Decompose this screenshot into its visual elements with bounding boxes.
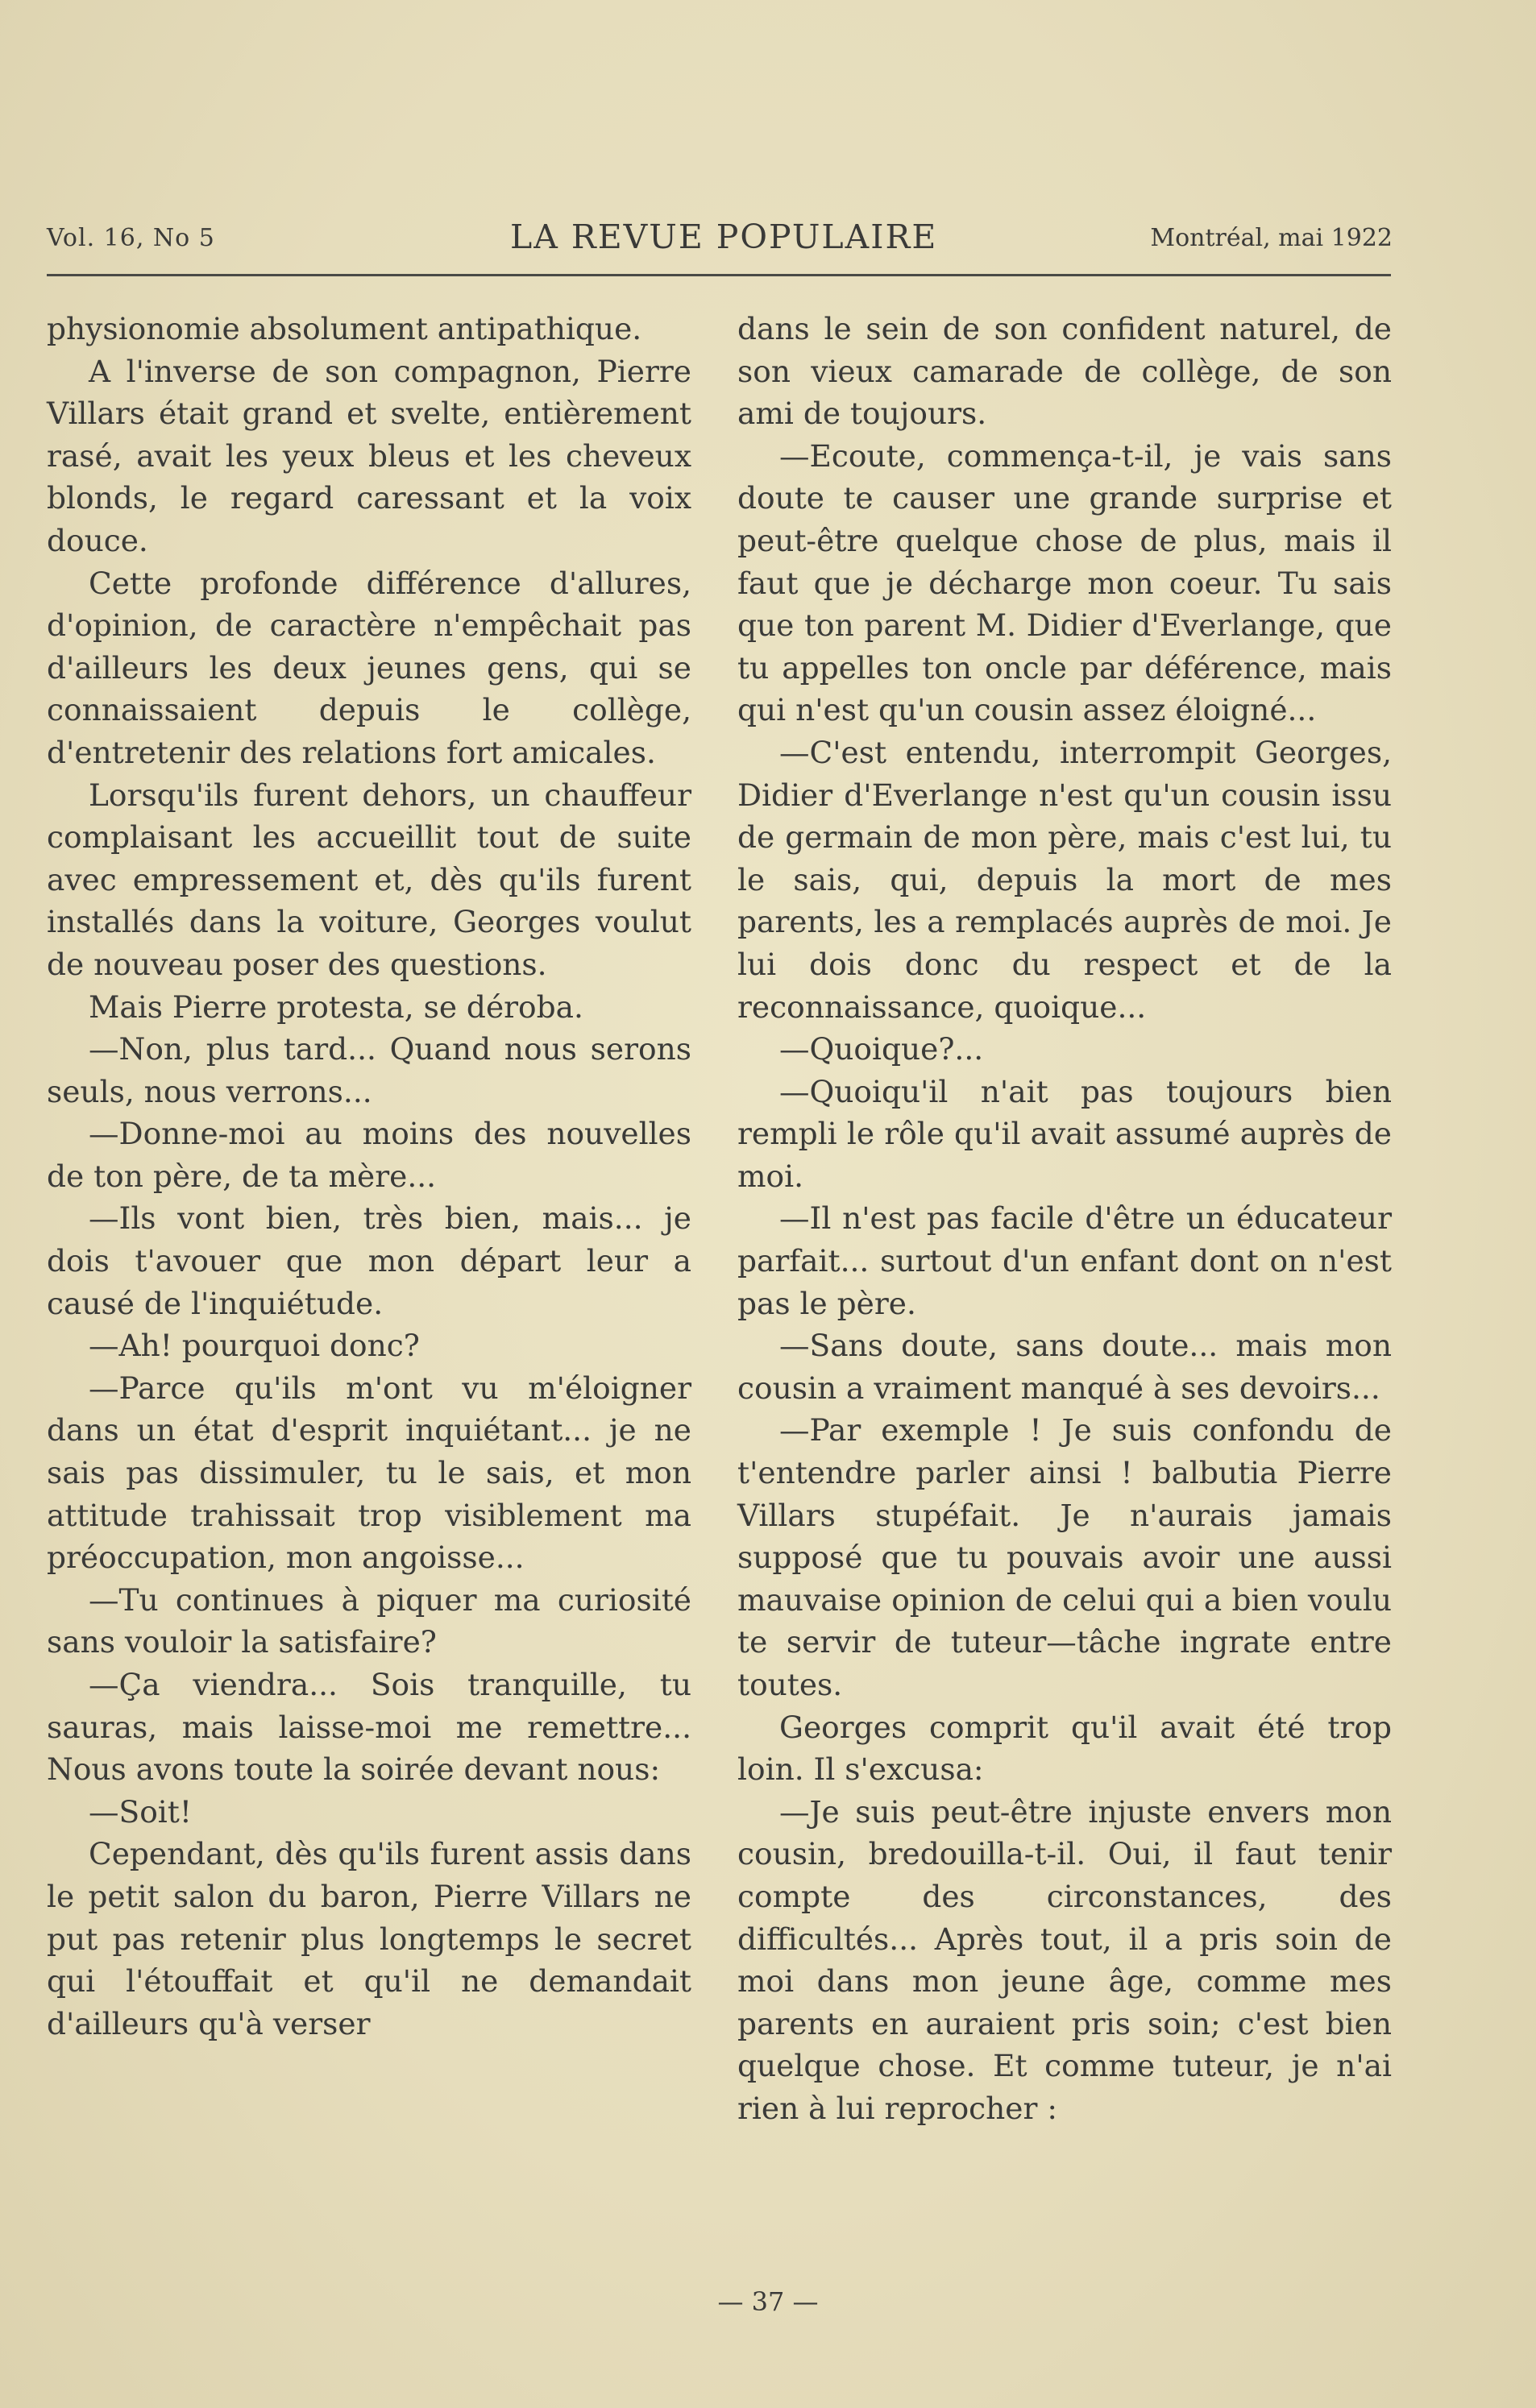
paragraph: physionomie absolument antipathique. — [47, 311, 642, 346]
paragraph: —Quoique?... — [779, 1031, 984, 1067]
paragraph: dans le sein de son confident naturel, de son vieux camarade de collège, de son ami de toujours. — [737, 311, 1392, 432]
page-header — [47, 218, 1393, 266]
paragraph: —Donne-moi au moins des nouvelles de ton père, de ta mère... — [47, 1116, 691, 1194]
publication-title: LA REVUE POPULAIRE — [510, 218, 938, 256]
paragraph: —Parce qu'ils m'ont vu m'éloigner dans un état d'esprit inquiétant... je ne sais pas dissimuler, tu le sais, et mon attitude trahissait trop visiblement ma préoccupation, mon angoisse... — [47, 1370, 691, 1576]
page-number: — 37 — — [717, 2286, 819, 2317]
paragraph: Georges comprit qu'il avait été trop loin. Il s'excusa: — [737, 1709, 1392, 1788]
paragraph: —Tu continues à piquer ma curiosité sans vouloir la satisfaire? — [47, 1581, 691, 1660]
paragraph: —C'est entendu, interrompit Georges, Didier d'Everlange n'est qu'un cousin issu de germain de mon père, mais c'est lui, tu le sais, qui, depuis la mort de mes parents, les a remplacés auprès de moi. Je lui dois donc du respect et de la reconnaissance, quoique... — [737, 734, 1392, 1025]
paragraph: —Quoiqu'il n'ait pas toujours bien rempli le rôle qu'il avait assumé auprès de moi. — [737, 1073, 1392, 1194]
paragraph: —Sans doute, sans doute... mais mon cousin a vraiment manqué à ses devoirs... — [737, 1328, 1392, 1406]
issue-date: Montréal, mai 1922 — [1150, 224, 1393, 252]
paragraph: Mais Pierre protesta, se déroba. — [89, 988, 583, 1025]
paragraph: —Ils vont bien, très bien, mais... je dois t'avouer que mon départ leur a causé de l'inquiétude. — [47, 1200, 691, 1321]
paragraph: —Il n'est pas facile d'être un éducateur parfait... surtout d'un enfant dont on n'est pas le père. — [737, 1200, 1392, 1321]
paragraph: —Ah! pourquoi donc? — [89, 1328, 420, 1364]
paragraph: —Ça viendra... Sois tranquille, tu sauras, mais laisse-moi me remettre... Nous avons toute la soirée devant nous: — [47, 1667, 691, 1788]
paragraph: —Par exemple ! Je suis confondu de t'entendre parler ainsi ! balbutia Pierre Villars stupéfait. Je n'aurais jamais supposé que tu pouvais avoir une aussi mauvaise opinion de celui qui a bien voulu te servir de tuteur—tâche ingrate entre toutes. — [737, 1412, 1392, 1702]
paragraph: Cette profonde différence d'allures, d'opinion, de caractère n'empêchait pas d'ailleurs les deux jeunes gens, qui se connaissaient depuis le collège, d'entretenir des relations fort amicales. — [47, 565, 691, 770]
paragraph: A l'inverse de son compagnon, Pierre Villars était grand et svelte, entièrement rasé, avait les yeux bleus et les cheveux blonds, le regard caressant et la voix douce. — [47, 353, 691, 558]
paragraph: Cependant, dès qu'ils furent assis dans le petit salon du baron, Pierre Villars ne put pas retenir plus longtemps le secret qui l'étouffait et qu'il ne demandait d'ailleurs qu'à verser — [47, 1836, 691, 2041]
paragraph: —Non, plus tard... Quand nous serons seuls, nous verrons... — [47, 1031, 691, 1109]
paragraph: —Je suis peut-être injuste envers mon cousin, bredouilla-t-il. Oui, il faut tenir compte des circonstances, des difficultés... Après tout, il a pris soin de moi dans mon jeune âge, comme mes parents en auraient pris soin; c'est bien quelque chose. Et comme tuteur, je n'ai rien à lui reprocher : — [737, 1793, 1392, 2126]
paragraph: Lorsqu'ils furent dehors, un chauffeur complaisant les accueillit tout de suite avec empressement et, dès qu'ils furent installés dans la voiture, Georges voulut de nouveau poser des questions. — [47, 777, 691, 982]
left-column — [47, 308, 691, 2045]
header-rule — [47, 274, 1391, 276]
right-column — [737, 308, 1392, 2130]
volume-number: Vol. 16, No 5 — [47, 224, 215, 252]
paragraph: —Soit! — [89, 1793, 192, 1830]
paragraph: —Ecoute, commença-t-il, je vais sans doute te causer une grande surprise et peut-être quelque chose de plus, mais il faut que je décharge mon coeur. Tu sais que ton parent M. Didier d'Everlange, que tu appelles ton oncle par déférence, mais qui n'est qu'un cousin assez éloigné... — [737, 437, 1392, 728]
